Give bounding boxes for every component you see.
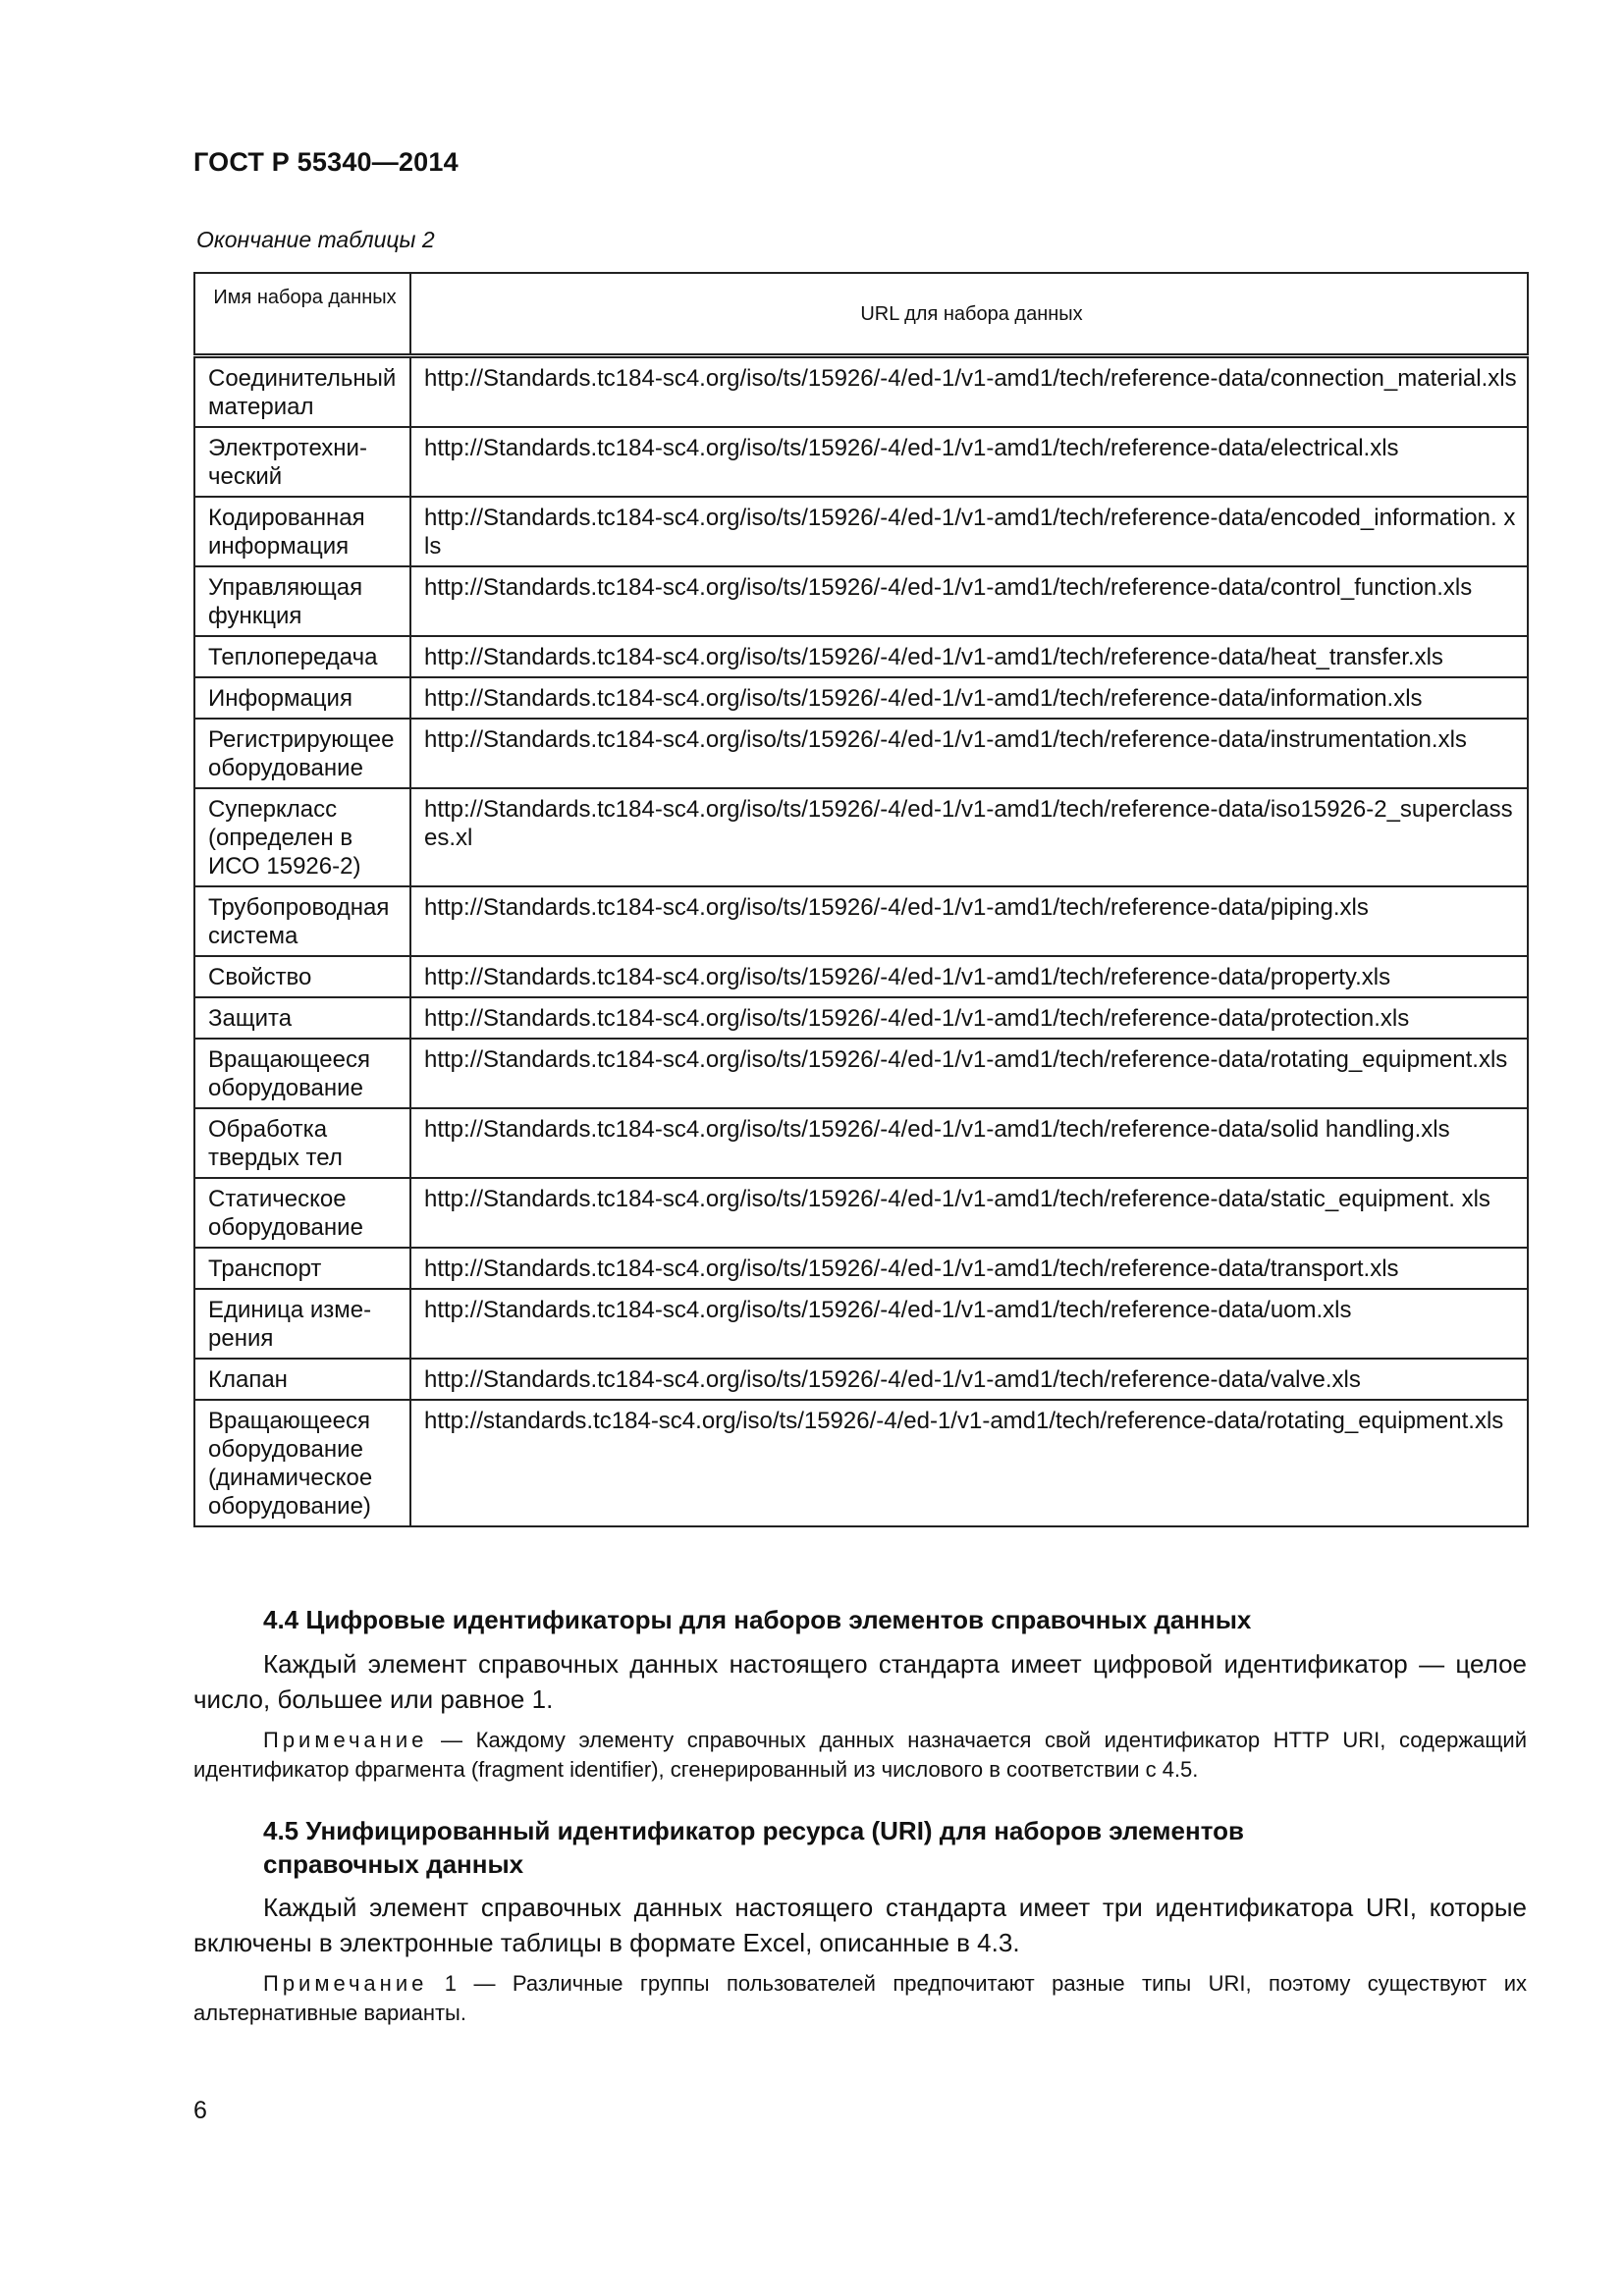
dataset-url-cell: http://standards.tc184-sc4.org/iso/ts/15926/-4/ed-1/v1-amd1/tech/reference-data/rotating_equipment.xls (410, 1400, 1528, 1526)
dataset-name-cell: Вращающееся оборудование (динамическое оборудование) (194, 1400, 410, 1526)
table-row (194, 427, 1528, 497)
reference-data-table (193, 272, 1529, 1527)
section-4-4-note-text: — Каждому элементу справочных данных назначается свой идентификатор HTTP URI, содержащий идентификатор фрагмента (fragment identifier), сгенерированный из числового в соответствии с 4.5. (193, 1728, 1527, 1782)
table-row (194, 997, 1528, 1039)
dataset-url-cell: http://Standards.tc184-sc4.org/iso/ts/15926/-4/ed-1/v1-amd1/tech/reference-data/heat_transfer.xls (410, 636, 1528, 677)
table-row (194, 566, 1528, 636)
table-body (194, 356, 1528, 1527)
table-row (194, 1178, 1528, 1248)
dataset-name-cell: Вращающееся оборудование (194, 1039, 410, 1108)
dataset-name-cell: Суперкласс (определен в ИСО 15926-2) (194, 788, 410, 886)
dataset-url-cell: http://Standards.tc184-sc4.org/iso/ts/15926/-4/ed-1/v1-amd1/tech/reference-data/information.xls (410, 677, 1528, 719)
dataset-url-cell: http://Standards.tc184-sc4.org/iso/ts/15926/-4/ed-1/v1-amd1/tech/reference-data/uom.xls (410, 1289, 1528, 1359)
dataset-url-cell: http://Standards.tc184-sc4.org/iso/ts/15926/-4/ed-1/v1-amd1/tech/reference-data/solid handling.xls (410, 1108, 1528, 1178)
dataset-name-cell: Свойство (194, 956, 410, 997)
dataset-url-cell: http://Standards.tc184-sc4.org/iso/ts/15926/-4/ed-1/v1-amd1/tech/reference-data/static_equipment. xls (410, 1178, 1528, 1248)
dataset-url-cell: http://Standards.tc184-sc4.org/iso/ts/15926/-4/ed-1/v1-amd1/tech/reference-data/connection_material.xls (410, 356, 1528, 428)
dataset-name-cell: Единица измерения (194, 1289, 410, 1359)
dataset-name-cell: Регистрирующее оборудование (194, 719, 410, 788)
section-4-5-note-label: Примечание (263, 1971, 428, 1996)
table-row (194, 886, 1528, 956)
section-4-5-paragraph-text: Каждый элемент справочных данных настоящего стандарта имеет три идентификатора URI, которые включены в электронные таблицы в формате Excel, описанные в 4.3. (193, 1893, 1527, 1957)
page-number: 6 (193, 2097, 207, 2124)
dataset-name-cell: Статическое оборудование (194, 1178, 410, 1248)
section-4-4-heading: 4.4 Цифровые идентификаторы для наборов элементов справочных данных (263, 1605, 1252, 1634)
table-row (194, 1108, 1528, 1178)
section-4-4-note (193, 1726, 1527, 1785)
section-4-4-paragraph (193, 1646, 1527, 1717)
table-caption: Окончание таблицы 2 (196, 227, 435, 252)
dataset-name-cell: Соединительный материал (194, 356, 410, 428)
dataset-url-cell: http://Standards.tc184-sc4.org/iso/ts/15926/-4/ed-1/v1-amd1/tech/reference-data/encoded_information. xls (410, 497, 1528, 566)
dataset-url-cell: http://Standards.tc184-sc4.org/iso/ts/15926/-4/ed-1/v1-amd1/tech/reference-data/control_function.xls (410, 566, 1528, 636)
table-row (194, 956, 1528, 997)
table-row (194, 677, 1528, 719)
dataset-url-cell: http://Standards.tc184-sc4.org/iso/ts/15926/-4/ed-1/v1-amd1/tech/reference-data/property.xls (410, 956, 1528, 997)
dataset-url-cell: http://Standards.tc184-sc4.org/iso/ts/15926/-4/ed-1/v1-amd1/tech/reference-data/electrical.xls (410, 427, 1528, 497)
section-4-5-paragraph (193, 1890, 1527, 1960)
dataset-url-cell: http://Standards.tc184-sc4.org/iso/ts/15926/-4/ed-1/v1-amd1/tech/reference-data/rotating_equipment.xls (410, 1039, 1528, 1108)
table-row (194, 1359, 1528, 1400)
table-row (194, 719, 1528, 788)
column-header-dataset-name: Имя набора данных (194, 273, 410, 356)
section-4-5-note (193, 1969, 1527, 2028)
table-row (194, 788, 1528, 886)
dataset-name-cell: Обработка твердых тел (194, 1108, 410, 1178)
table-row (194, 497, 1528, 566)
dataset-name-cell: Защита (194, 997, 410, 1039)
table-row (194, 1400, 1528, 1526)
table-row (194, 356, 1528, 428)
section-4-5-heading: 4.5 Унифицированный идентификатор ресурса (URI) для наборов элементов справочных данных (263, 1816, 1244, 1879)
table-row (194, 1248, 1528, 1289)
dataset-url-cell: http://Standards.tc184-sc4.org/iso/ts/15926/-4/ed-1/v1-amd1/tech/reference-data/piping.xls (410, 886, 1528, 956)
dataset-name-cell: Кодированная информация (194, 497, 410, 566)
dataset-name-cell: Транспорт (194, 1248, 410, 1289)
dataset-url-cell: http://Standards.tc184-sc4.org/iso/ts/15926/-4/ed-1/v1-amd1/tech/reference-data/iso15926-2_superclasses.xl (410, 788, 1528, 886)
dataset-name-cell: Клапан (194, 1359, 410, 1400)
dataset-url-cell: http://Standards.tc184-sc4.org/iso/ts/15926/-4/ed-1/v1-amd1/tech/reference-data/transport.xls (410, 1248, 1528, 1289)
section-4-4-note-label: Примечание (263, 1728, 428, 1752)
table-row (194, 1289, 1528, 1359)
dataset-name-cell: Трубопроводная система (194, 886, 410, 956)
dataset-url-cell: http://Standards.tc184-sc4.org/iso/ts/15926/-4/ed-1/v1-amd1/tech/reference-data/protection.xls (410, 997, 1528, 1039)
document-code: ГОСТ Р 55340—2014 (193, 147, 459, 177)
column-header-url: URL для набора данных (410, 273, 1528, 356)
table-row (194, 636, 1528, 677)
dataset-name-cell: Информация (194, 677, 410, 719)
table-row (194, 1039, 1528, 1108)
section-4-5-note-text: 1 — Различные группы пользователей предпочитают разные типы URI, поэтому существуют их альтернативные варианты. (193, 1971, 1527, 2025)
section-4-4-paragraph-text: Каждый элемент справочных данных настоящего стандарта имеет цифровой идентификатор — целое число, большее или равное 1. (193, 1649, 1527, 1714)
dataset-url-cell: http://Standards.tc184-sc4.org/iso/ts/15926/-4/ed-1/v1-amd1/tech/reference-data/valve.xls (410, 1359, 1528, 1400)
table-header-row (194, 273, 1528, 356)
dataset-url-cell: http://Standards.tc184-sc4.org/iso/ts/15926/-4/ed-1/v1-amd1/tech/reference-data/instrumentation.xls (410, 719, 1528, 788)
dataset-name-cell: Теплопередача (194, 636, 410, 677)
dataset-name-cell: Управляющая функция (194, 566, 410, 636)
dataset-name-cell: Электротехнический (194, 427, 410, 497)
